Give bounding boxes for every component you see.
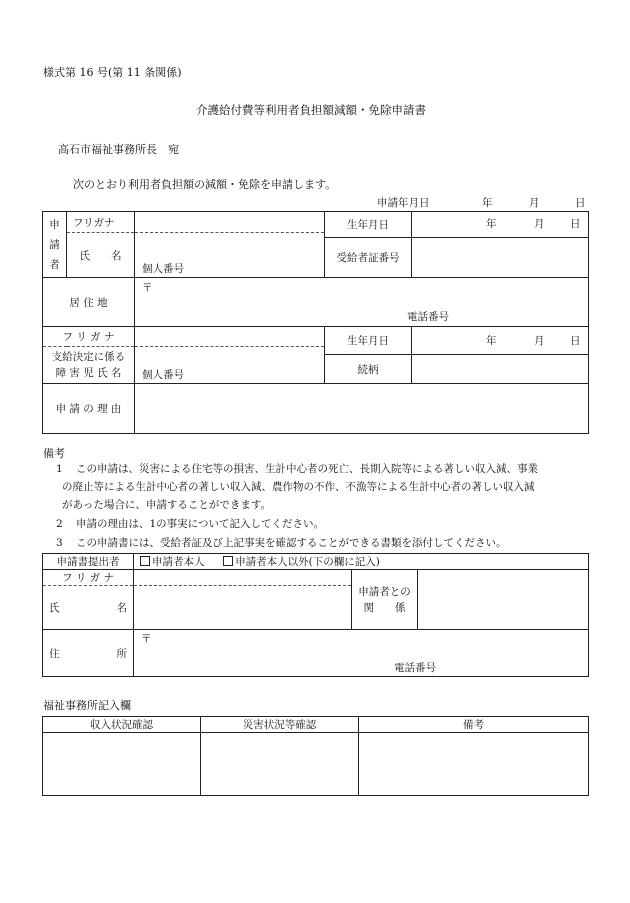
child-birth-label: 生年月日 [325,327,412,355]
applicant-birth-label: 生年月日 [325,212,412,238]
form-title: 介護給付費等利用者負担額減額・免除申請書 [196,103,426,117]
applicant-individual-number-label: 個人番号 [142,262,184,275]
office-table [42,716,589,796]
applicant-birth-month: 月 [534,218,545,230]
submitter-table [42,553,589,677]
applicant-table [42,211,589,434]
submitter-furigana-input[interactable] [134,570,352,586]
child-furigana-input[interactable] [135,327,325,347]
submitter-address-label: 住 所 [43,630,134,677]
relation-input[interactable] [418,570,589,630]
relation-label: 申請者との 関 係 [352,570,418,630]
submitter-name-label: 氏 名 [43,586,134,630]
other-option-label: 申請者本人以外(下の欄に記入) [235,556,380,568]
submitter-name-input[interactable] [134,586,352,630]
child-relation-input[interactable] [412,355,589,384]
reason-label: 申 請 の 理 由 [43,384,135,434]
apply-year-label: 年 [482,197,493,209]
apply-month-label: 月 [529,197,540,209]
child-furigana-label: フ リ ガ ナ [43,327,135,347]
applicant-birth-day: 日 [570,218,581,230]
form-number: 様式第 16 号(第 11 条関係) [43,66,182,79]
notes-heading: 備考 [43,447,65,460]
applicant-name-input[interactable] [135,233,325,278]
applicant-cert-number-boxes[interactable] [412,238,589,278]
note-1-number: 1 [56,463,63,475]
apply-day-label: 日 [575,197,586,209]
note-2: 申請の理由は、1の事実について記入してください。 [76,518,324,530]
reason-input[interactable] [135,384,589,434]
child-name-label: 支給決定に係る 障 害 児 氏 名 [43,347,135,384]
applicant-furigana-label: フリガナ [67,212,135,233]
child-name-input[interactable] [135,347,325,384]
applicant-birth-input[interactable] [412,212,589,238]
office-col-disaster: 災害状況等確認 [201,717,359,733]
office-heading: 福祉事務所記入欄 [43,699,131,712]
office-col-remarks: 備考 [359,717,589,733]
child-relation-label: 続柄 [325,355,412,384]
submitter-postal-mark: 〒 [141,633,152,645]
note-1-line-3: があった場合に、申請することができます。 [62,499,272,511]
apply-date-label: 申請年月日 [377,197,430,209]
note-2-number: 2 [56,518,63,530]
self-option-label: 申請者本人 [152,556,205,568]
submitter-furigana-label: フ リ ガ ナ [43,570,134,586]
applicant-furigana-input[interactable] [135,212,325,233]
applicant-postal-mark: 〒 [142,282,153,294]
submitter-address-input[interactable] [134,630,589,677]
office-col-income: 収入状況確認 [43,717,201,733]
note-1-line-1: この申請は、災害による住宅等の損害、生計中心者の死亡、長期入院等による著しい収入減、事業 [76,463,538,475]
applicant-cert-number-label: 受給者証番号 [325,238,412,278]
intro-text: 次のとおり利用者負担額の減額・免除を申請します。 [73,178,337,191]
note-3-number: 3 [56,537,63,549]
self-checkbox[interactable] [140,556,150,566]
child-birth-input[interactable] [412,327,589,355]
child-birth-day: 日 [570,335,581,347]
addressee: 高石市福祉事務所長 宛 [58,143,179,156]
office-disaster-input[interactable] [201,733,359,796]
applicant-phone-label: 電話番号 [407,310,449,323]
other-checkbox[interactable] [223,556,233,566]
submitter-options [134,554,589,570]
applicant-birth-year: 年 [486,218,497,230]
note-1-line-2: の廃止等による生計中心者の著しい収入減、農作物の不作、不漁等による生計中心者の著しい収入減 [62,481,535,493]
note-3: この申請書には、受給者証及び上記事実を確認することができる書類を添付してください。 [76,537,507,549]
child-birth-year: 年 [486,335,497,347]
child-birth-month: 月 [534,335,545,347]
submitter-phone-label: 電話番号 [394,661,436,674]
applicant-address-input[interactable] [135,278,589,327]
office-income-input[interactable] [43,733,201,796]
applicant-address-label: 居 住 地 [43,278,135,327]
child-individual-number-label: 個人番号 [142,368,184,381]
submitter-label: 申請書提出者 [43,554,134,570]
applicant-group-label: 申 請 者 [43,212,67,278]
applicant-name-label: 氏 名 [67,233,135,278]
office-remarks-input[interactable] [359,733,589,796]
